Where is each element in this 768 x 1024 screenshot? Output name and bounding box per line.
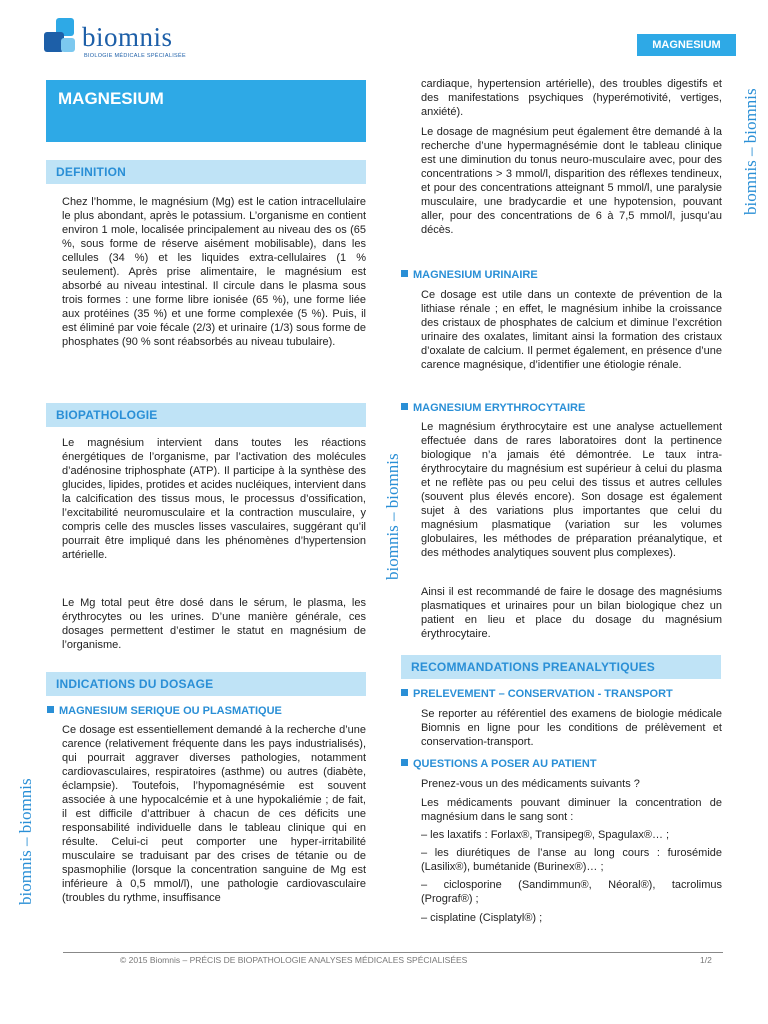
serique-paragraph-continued: cardiaque, hypertension artérielle), des troubles digestifs et des manifestations psychiques (hyperémotivité, vertiges, anxiété). [421,78,722,118]
prelevement-paragraph: Se reporter au référentiel des examens de biologie médicale Biomnis en ligne pour les conditions de prélèvement et conservation-transport. [421,708,722,748]
section-definition [46,160,366,184]
title-box [46,80,366,142]
question-line-4: – les diurétiques de l’anse au long cours : furosémide (Lasilix®), bumétanide (Burinex®)… ; [421,847,722,873]
definition-paragraph: Chez l’homme, le magnésium (Mg) est le cation intracellulaire le plus abondant, après le potassium. L’organisme en contient environ 1 mole, localisée principalement au niveau des os (65 %, sous forme de réserve aisément mobilisable), dans les cellules (34 %) et les liquides extra-cellulaires (1 % seulement). Après prise alimentaire, le magnésium est absorbé au niveau intestinal. Il circule dans le plasma sous trois formes : une forme libre ionisée (65 %), une forme liée aux protéines (35 %) et une forme complexée (5 %). Puis, il est éliminé par voie fécale (2/3) et urinaire (1/3) sous forme de phosphates (90 % sont réabsorbés au niveau tubulaire). [62,196,366,348]
footer-divider [63,952,723,953]
biomnis-logo[interactable] [44,18,204,62]
section-recommandations [401,655,721,679]
subsection-erythrocytaire [401,402,585,414]
subsection-erythrocytaire-label: MAGNESIUM ERYTHROCYTAIRE [413,402,586,414]
watermark-right: biomnis – biomnis [741,88,760,215]
question-line-6: – cisplatine (Cisplatyl®) ; [421,912,543,924]
question-line-5: – ciclosporine (Sandimmun®, Néoral®), tacrolimus (Prograf®) ; [421,879,722,905]
subsection-prelevement [401,688,673,700]
bullet-square-icon [47,706,54,713]
section-recommandations-label: RECOMMANDATIONS PREANALYTIQUES [411,660,656,674]
bullet-square-icon [401,759,408,766]
subsection-questions [401,758,597,770]
section-biopathologie [46,403,366,427]
bullet-square-icon [401,689,408,696]
page-title: MAGNESIUM [58,89,164,108]
biopathologie-paragraph-2: Le Mg total peut être dosé dans le sérum, le plasma, les érythrocytes ou les urines. D’une manière générale, ces dosages permettent d’estimer le statut en magnésium de l’organisme. [62,597,366,651]
hypermagnesemie-paragraph: Le dosage de magnésium peut également être demandé à la recherche d’une hypermagnésémie dont le tableau clinique est une diminution du tonus neuro-musculaire avec, pour des concentrations > 3 mmol/l, disparition des réflexes tendineux, et pour des concentrations atteignant 5 mmol/l, une paralysie musculaire, une bradycardie et une hypotension, pouvant aller, pour des concentrations de 6 à 7,5 mmol/l, jusqu’au décès. [421,126,722,236]
serique-paragraph: Ce dosage est essentiellement demandé à la recherche d’une carence (relativement fréquente dans les pays industrialisés), qui pourrait aggraver diverses pathologies, notamment cardiovasculaires, respiratoires (asthme) ou autres (diabète, éclampsie). Toutefois, l’hypomagnésémie est souvent associée à une hypocalcémie et à une hypokaliémie ; de fait, il est difficile d’attribuer à chacun de ces déficits une responsabilité individuelle dans le tableau clinique qui en résulte. Celui-ci peut comporter une hyper-irritabilité musculaire se traduisant par des crises de tétanie ou de spasmophilie (lorsque la concentration sanguine de Mg est inférieure à 0,5 mmol/l), une pathologie cardiovasculaire (troubles du rythme, insuffisance [62,724,366,904]
subsection-urinaire [401,269,538,281]
erythrocytaire-paragraph-1: Le magnésium érythrocytaire est une analyse actuellement effectuée dans de rares laboratoires dont la pertinence biologique n’a jamais été démontrée. Le taux intra-érythrocytaire du magnésium est supérieur à celui du plasma et ne reflète pas ou peu celui des tissus et autres cellules (souvent plus élevés encore). Son dosage est également sujet à des variations plus importantes que celui du magnésium plasmatique (variation sur les volumes globulaires, les méthodes de préparation préanalytique, et des méthodes analytiques souvent plus complexes). [421,421,722,559]
section-indications-label: INDICATIONS DU DOSAGE [56,677,214,691]
urinaire-paragraph: Ce dosage est utile dans un contexte de prévention de la lithiase rénale ; en effet, le magnésium inhibe la croissance des cristaux de phosphates de calcium et diminue l’excrétion urinaire des oxalates, limitant ainsi la formation des cristaux d’oxalate de calcium. Il permet également, en présence d’une carence magnésique, d’identifier une étiologie rénale. [421,289,722,371]
bullet-square-icon [401,403,408,410]
question-line-2: Les médicaments pouvant diminuer la concentration de magnésium dans le sang sont : [421,797,722,823]
biopathologie-paragraph-1: Le magnésium intervient dans toutes les réactions énergétiques de l’organisme, par l’activation des molécules d’adénosine triphosphate (ATP). Il participe à la synthèse des glucides, lipides, protides et acides nucléiques, intervient dans la calcification des tissus mous, le processus d’ossification, l’excitabilité neuromusculaire et la contraction musculaire, y compris celle des muscles lisses vasculaires, suggérant qu’il pourrait être impliqué dans les phénomènes d’hypertension artérielle. [62,437,366,561]
section-indications [46,672,366,696]
question-line-1: Prenez-vous un des médicaments suivants ? [421,778,640,790]
section-biopathologie-label: BIOPATHOLOGIE [56,408,158,422]
logo-squares-icon [44,18,80,58]
watermark-left: biomnis – biomnis [16,778,35,905]
subsection-serique-label: MAGNESIUM SERIQUE OU PLASMATIQUE [59,705,282,717]
subsection-urinaire-label: MAGNESIUM URINAIRE [413,269,538,281]
question-line-3: – les laxatifs : Forlax®, Transipeg®, Spagulax®… ; [421,829,670,841]
page-number: 1/2 [700,955,712,965]
erythrocytaire-paragraph-2: Ainsi il est recommandé de faire le dosage des magnésiums plasmatiques et urinaires pour un bilan biologique chez un patient en lieu et place du dosage du magnésium érythrocytaire. [421,586,722,640]
watermark-middle: biomnis – biomnis [383,453,402,580]
subsection-questions-label: QUESTIONS A POSER AU PATIENT [413,758,597,770]
bullet-square-icon [401,270,408,277]
subsection-serique [47,705,282,717]
subsection-prelevement-label: PRELEVEMENT – CONSERVATION - TRANSPORT [413,688,673,700]
logo-tagline: BIOLOGIE MÉDICALE SPÉCIALISÉE [84,53,186,59]
section-definition-label: DEFINITION [56,165,126,179]
footer-copyright: © 2015 Biomnis – PRÉCIS DE BIOPATHOLOGIE ANALYSES MÉDICALES SPÉCIALISÉES [120,955,468,965]
logo-name: biomnis [82,22,173,52]
topic-badge: MAGNESIUM [637,34,736,56]
